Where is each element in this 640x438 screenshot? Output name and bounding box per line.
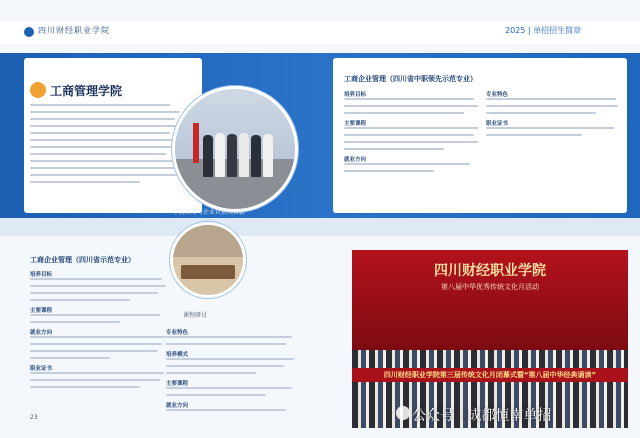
light-stripe	[0, 218, 640, 236]
event-photo	[352, 250, 628, 428]
event-banner: 四川财经职业学院第三届传统文化月闭幕式暨“第八届中华经典诵读”	[352, 368, 628, 382]
event-title: 四川财经职业学院	[434, 263, 546, 279]
seminar-photo	[170, 222, 246, 298]
seminar-photo-caption: 课程研讨	[183, 312, 208, 319]
group-photo-caption: 学院领导与企业负责人合影	[173, 209, 246, 216]
flag-icon	[193, 123, 199, 163]
page-number: 23	[30, 414, 38, 421]
event-subtitle: 第八届中华优秀传统文化月活动	[441, 283, 539, 291]
section2-column-left: 培养目标 主要课程 就业方向 职业证书	[30, 268, 176, 393]
school-name: 四川财经职业学院	[38, 26, 110, 35]
school-logo-icon	[24, 27, 34, 37]
group-photo	[172, 86, 298, 212]
header-label: 2025 | 单招招生简章	[505, 26, 582, 35]
major-heading: 工商企业管理（四川省中职领先示范专业）	[344, 75, 477, 83]
major-column-left: 培养目标 主要课程 就业方向	[344, 88, 482, 177]
section2-heading: 工商企业管理（四川省示范专业）	[30, 256, 135, 264]
wechat-icon	[396, 406, 410, 420]
college-icon	[30, 82, 46, 98]
watermark: 公众号 · 成都恒南单招	[412, 408, 552, 424]
major-column-right: 专业特色 职业证书	[486, 88, 624, 141]
college-title: 工商管理学院	[50, 84, 123, 98]
section2-column-mid: 专业特色 培养模式 主要课程 就业方向	[166, 326, 302, 416]
